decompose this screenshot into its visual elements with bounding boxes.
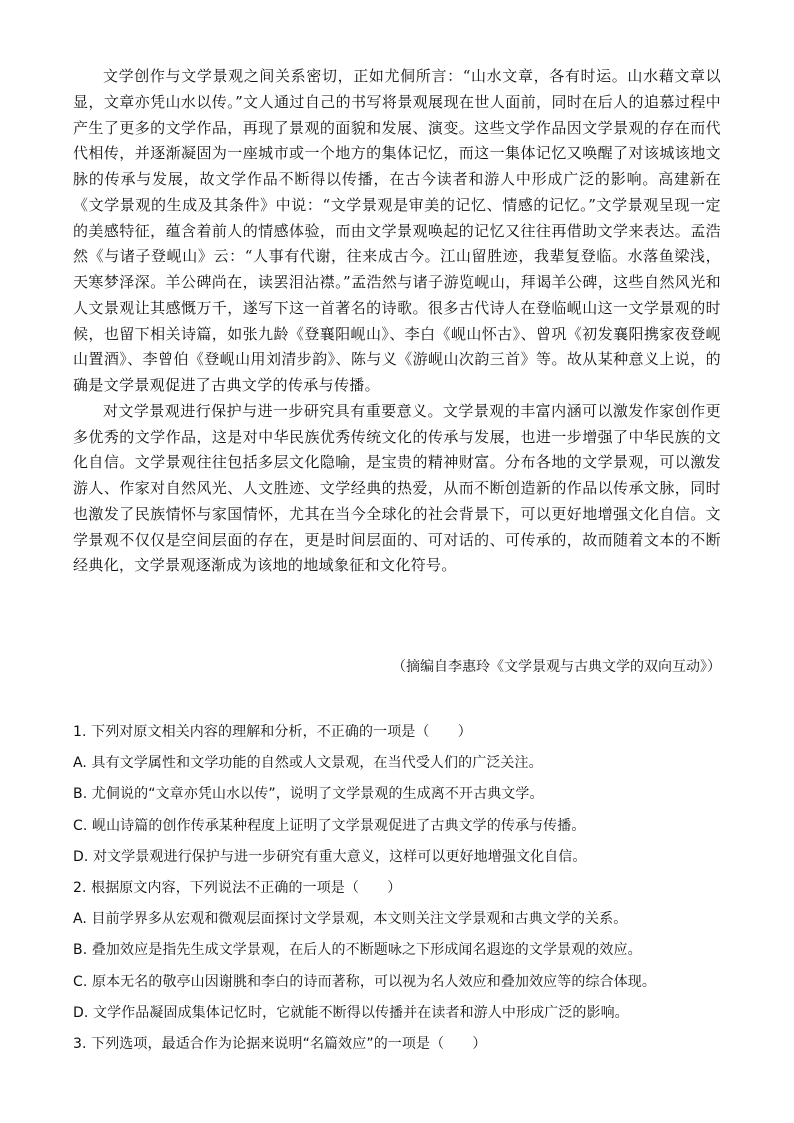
question-1-option-d: D. 对文学景观进行保护与进一步研究有重大意义，这样可以更好地增强文化自信。 [73, 848, 587, 865]
question-2-option-c: C. 原本无名的敬亭山因谢朓和李白的诗而著称，可以视为名人效应和叠加效应等的综合体现。 [73, 973, 656, 990]
question-2-option-d: D. 文学作品凝固成集体记忆时，它就能不断得以传播并在读者和游人中形成广泛的影响。 [73, 1004, 629, 1021]
question-list [73, 717, 733, 1060]
question-2-option-b: B. 叠加效应是指先生成文学景观，在后人的不断题咏之下形成闻名遐迩的文学景观的效应。 [73, 942, 642, 959]
passage-paragraph-2: 对文学景观进行保护与进一步研究具有重要意义。文学景观的丰富内涵可以激发作家创作更多优秀的文学作品，这是对中华民族优秀传统文化的传承与发展，也进一步增强了中华民族的文化自信。文学景观往往包括多层文化隐喻，是宝贵的精神财富。分布各地的文学景观，可以激发游人、作家对自然风光、人文胜迹、文学经典的热爱，从而不断创造新的作品以传承文脉，同时也激发了民族情怀与家国情怀，尤其在当今全球化的社会背景下，可以更好地增强文化自信。文学景观不仅仅是空间层面的存在，更是时间层面的、可对话的、可传承的，故而随着文本的不断经典化，文学景观逐渐成为该地的地域象征和文化符号。 [73, 401, 721, 575]
reading-passage [73, 64, 721, 579]
question-2-option-a: A. 目前学界多从宏观和微观层面探讨文学景观，本文则关注文学景观和古典文学的关系。 [73, 911, 628, 928]
passage-source-citation: （摘编自李惠玲《文学景观与古典文学的双向互动》） [392, 659, 721, 675]
question-1-stem: 1. 下列对原文相关内容的理解和分析，不正确的一项是（ ） [73, 724, 472, 740]
question-1-option-a: A. 具有文学属性和文学功能的自然或人文景观，在当代受人们的广泛关注。 [73, 755, 543, 772]
question-1-option-c: C. 岘山诗篇的创作传承某种程度上证明了文学景观促进了古典文学的传承与传播。 [73, 817, 586, 834]
passage-paragraph-1: 文学创作与文学景观之间关系密切，正如尤侗所言：“山水文章，各有时运。山水藉文章以显，文章亦凭山水以传。”文人通过自己的书写将景观展现在世人面前，同时在后人的追慕过程中产生了更多的文学作品，再现了景观的面貌和发展、演变。这些文学作品因文学景观的存在而代代相传，并逐渐凝固为一座城市或一个地方的集体记忆，而这一集体记忆又唤醒了对该城该地文脉的传承与发展，故文学作品不断得以传播，在古今读者和游人中形成广泛的影响。高建新在《文学景观的生成及其条件》中说：“文学景观是审美的记忆、情感的记忆。”文学景观呈现一定的美感特征，蕴含着前人的情感体验，而由文学景观唤起的记忆又往往再借助文学来表达。孟浩然《与诸子登岘山》云：“人事有代谢，往来成古今。江山留胜迹，我辈复登临。水落鱼梁浅，天寒梦泽深。羊公碑尚在，读罢泪沾襟。”孟浩然与诸子游览岘山，拜谒羊公碑，这些自然风光和人文景观让其感慨万千，遂写下这一首著名的诗歌。很多古代诗人在登临岘山这一文学景观的时候，也留下相关诗篇，如张九龄《登襄阳岘山》、李白《岘山怀古》、曾巩《初发襄阳携家夜登岘山置酒》、李曾伯《登岘山用刘清步韵》、陈与义《游岘山次韵三首》等。故从某种意义上说，的确是文学景观促进了古典文学的传承与传播。 [73, 67, 721, 394]
question-2-stem: 2. 根据原文内容，下列说法不正确的一项是（ ） [73, 880, 402, 897]
question-1-option-b: B. 尤侗说的“文章亦凭山水以传”，说明了文学景观的生成离不开古典文学。 [73, 786, 544, 803]
question-3-stem: 3. 下列选项，最适合作为论据来说明“名篇效应”的一项是（ ） [73, 1036, 487, 1053]
